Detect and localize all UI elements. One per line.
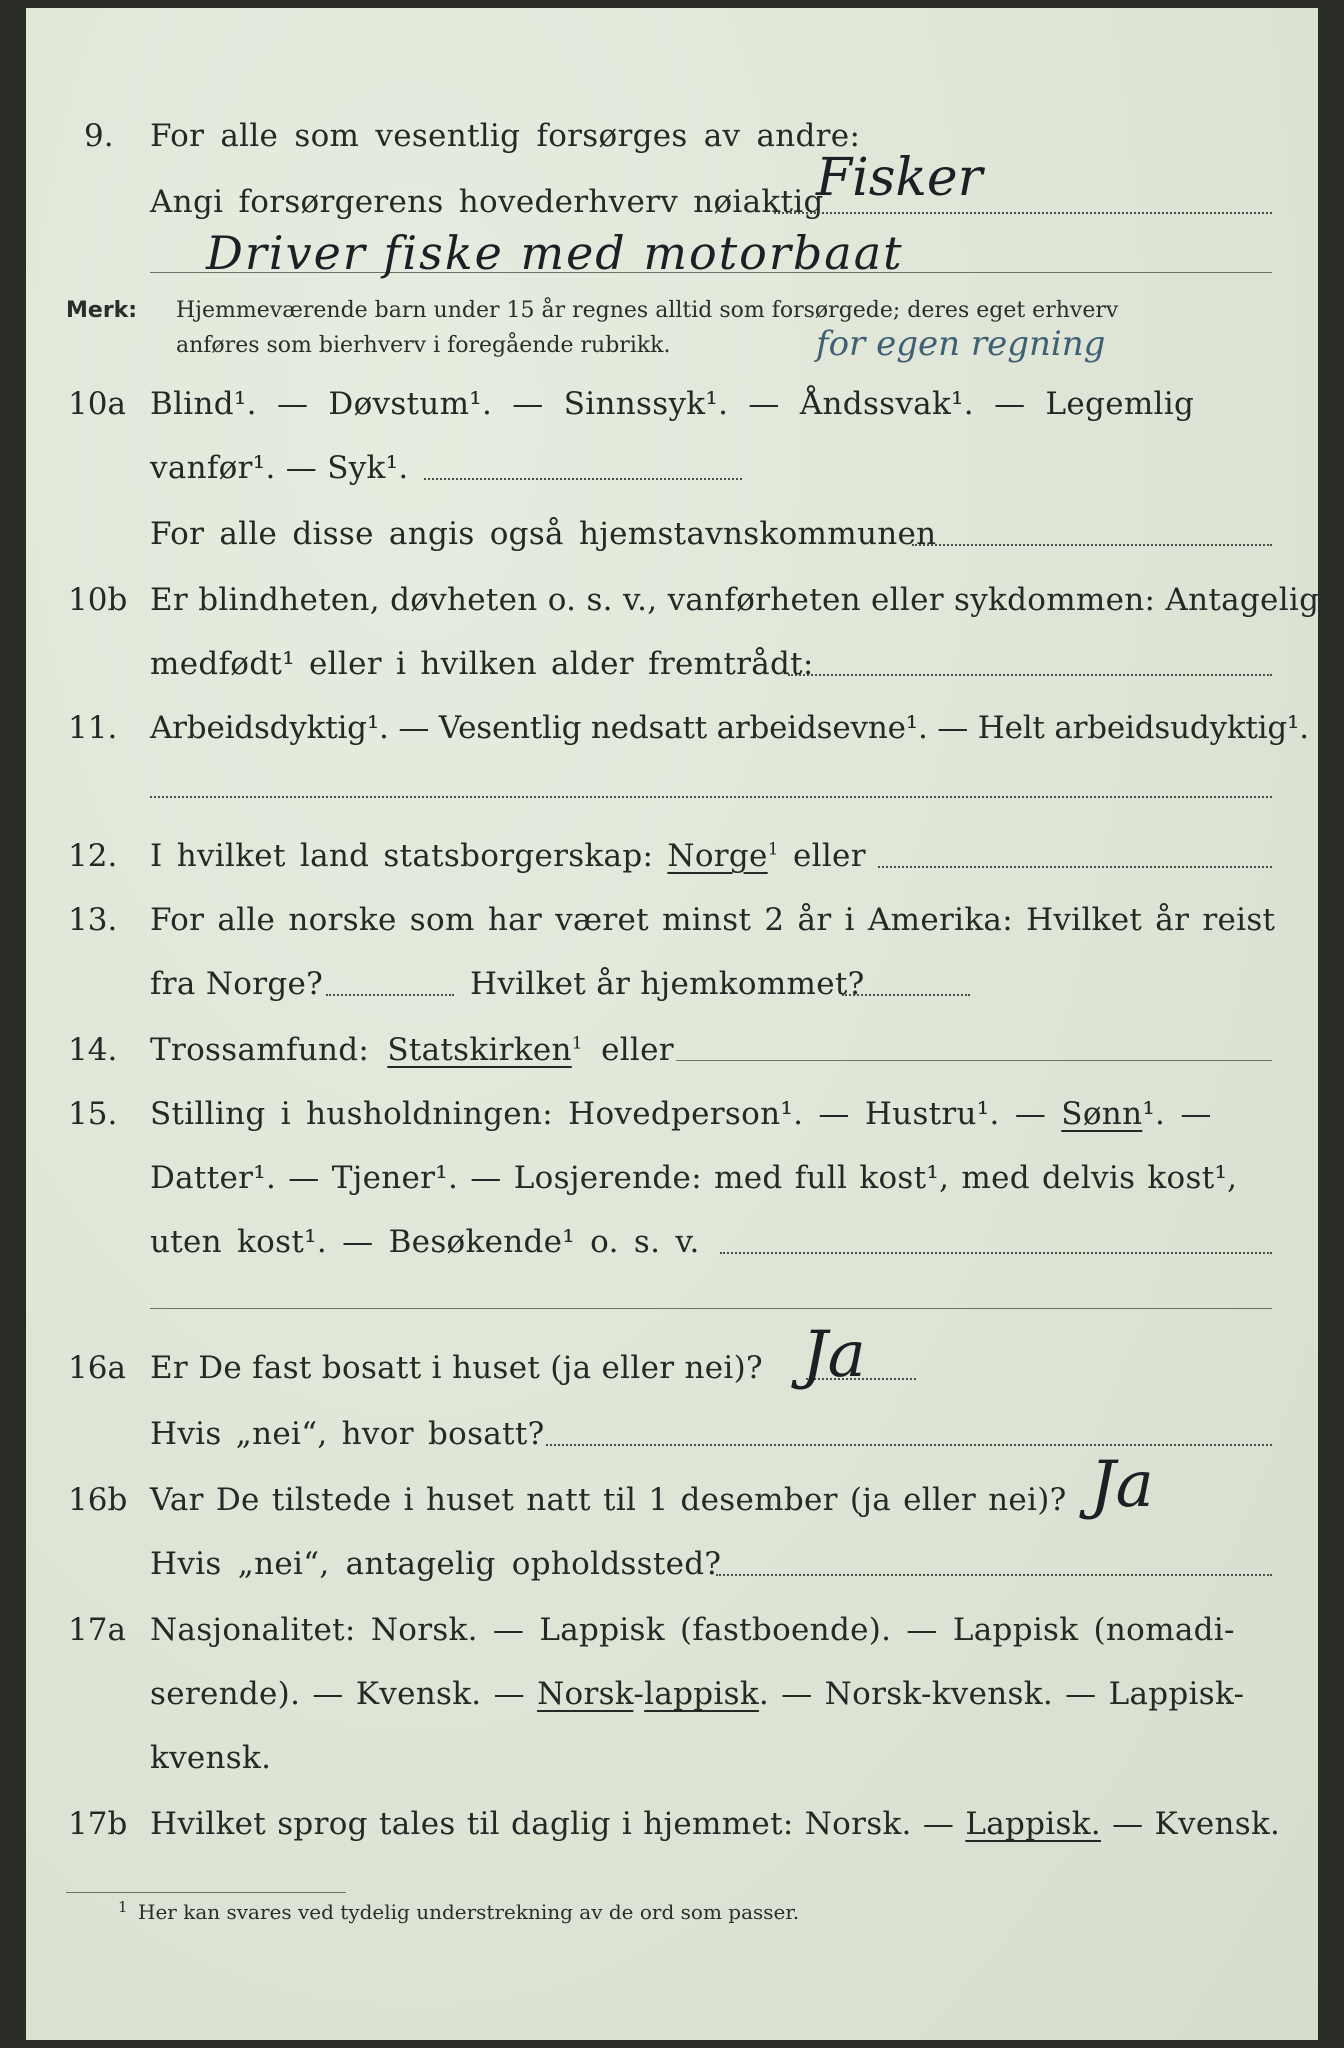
merk-line2: anføres som bierhverv i foregående rubrikk. [176,333,671,358]
q15-line1 [150,1096,1212,1132]
q15-line2: Datter¹. — Tjener¹. — Losjerende: med full kost¹, med delvis kost¹, [150,1160,1238,1196]
q11-number: 11. [68,710,118,746]
q17b-post: — Kvensk. [1112,1806,1281,1842]
q17a-underlined-norsk: Norsk [537,1676,634,1712]
q12-answer-line [878,866,1272,868]
q15-line3: uten kost¹. — Besøkende¹ o. s. v. [150,1224,700,1260]
q14-underlined-choice: Statskirken [387,1032,572,1068]
q16a-line2: Hvis „nei“, hvor bosatt? [150,1416,545,1452]
q17b-text: Hvilket sprog tales til daglig i hjemmet: Norsk. — [150,1806,955,1842]
q13-number: 13. [68,902,118,938]
q15-underlined-choice: Sønn [1061,1096,1143,1132]
q9-answer-line [774,212,1272,214]
q17b-line [150,1806,1280,1842]
q14-number: 14. [68,1032,118,1068]
merk-handwritten-note: for egen regning [816,324,1106,364]
q15-line1-text: Stilling i husholdningen: Hovedperson¹. — Hustru¹. — [150,1096,1047,1132]
q9-handwritten-answer2: Driver fiske med motorbaat [206,226,904,280]
q14-post: eller [601,1032,674,1068]
q10a-hjemstavn-line [912,544,1272,546]
q10a-line1: Blind¹. — Døvstum¹. — Sinnssyk¹. — Åndssvak¹. — Legemlig [150,386,1195,422]
q17a-number: 17a [68,1612,126,1648]
q12-text: I hvilket land statsborgerskap: [150,838,654,874]
q9-line1: For alle som vesentlig forsørges av andre: [150,118,861,154]
q11-answer-line [150,796,1272,798]
q12-number: 12. [68,838,118,874]
q14-text: Trossamfund: [150,1032,370,1068]
q17b-underlined-choice: Lappisk. [965,1806,1101,1842]
q10a-line3: For alle disse angis også hjemstavnskommunen [150,516,937,552]
q12-post: eller [792,838,866,874]
footnote-rule [66,1892,346,1893]
q15-answer-line2 [150,1308,1272,1309]
q17a-line2-end: . — Norsk-kvensk. — Lappisk- [758,1676,1245,1712]
q9-line2: Angi forsørgerens hovederhverv nøiaktig [150,184,824,220]
q14-answer-line [676,1060,1272,1061]
q16b-opholdssted-line [716,1574,1272,1576]
q12-line: I hvilket land statsborgerskap: Norge$^1$ eller [150,838,866,874]
merk-line1: Hjemmeværende barn under 15 år regnes alltid som forsørgede; deres eget erhverv [176,298,1119,323]
q17a-underlined-lappisk: lappisk [644,1676,759,1712]
q16b-number: 16b [68,1482,128,1518]
q13-line1: For alle norske som har været minst 2 år i Amerika: Hvilket år reist [150,902,1276,938]
census-form-page [26,8,1318,2040]
q9-handwritten-answer1: Fisker [816,148,983,208]
q17b-number: 17b [68,1806,128,1842]
q16a-bosatt-line [546,1444,1272,1446]
q13-line2a: fra Norge? [150,966,324,1002]
q16a-handwritten-answer: Ja [802,1318,866,1392]
q13-hjemkommet-line [842,994,970,996]
q15-line1-end: ¹. — [1142,1096,1212,1132]
q17a-hyphen: - [633,1676,645,1712]
q13-line2b: Hvilket år hjemkommet? [470,966,865,1002]
q13-reist-line [326,994,454,996]
q12-underlined-choice: Norge [667,838,768,874]
q17a-line3: kvensk. [150,1740,272,1776]
q10a-line2: vanfør¹. — Syk¹. [150,450,409,486]
q10b-answer-line [788,674,1272,676]
q15-number: 15. [68,1096,118,1132]
q14-line: Trossamfund: Statskirken$^1$ eller [150,1032,674,1068]
q17a-line2-start: serende). — Kvensk. — [150,1676,525,1712]
q17a-line2 [150,1676,1244,1712]
q10b-number: 10b [68,582,128,618]
q15-answer-line [720,1252,1272,1254]
merk-label: Merk: [66,298,138,323]
q9-number: 9. [84,118,114,154]
q10b-line2: medfødt¹ eller i hvilken alder fremtrådt: [150,646,814,682]
q10a-number: 10a [68,386,126,422]
q16b-line2: Hvis „nei“, antagelig opholdssted? [150,1546,722,1582]
q16a-number: 16a [68,1350,126,1386]
q16a-line1: Er De fast bosatt i huset (ja eller nei)? [150,1350,763,1386]
q16b-line1: Var De tilstede i huset natt til 1 desember (ja eller nei)? [150,1482,1067,1518]
q10b-line1: Er blindheten, døvheten o. s. v., vanførheten eller sykdommen: Antagelig [150,582,1320,618]
q10a-answer-line [424,478,742,480]
footnote-mark: 1 [118,1898,128,1916]
footnote-text: Her kan svares ved tydelig understrekning av de ord som passer. [138,1900,800,1924]
q17a-line1: Nasjonalitet: Norsk. — Lappisk (fastboende). — Lappisk (nomadi- [150,1612,1235,1648]
q11-line1: Arbeidsdyktig¹. — Vesentlig nedsatt arbeidsevne¹. — Helt arbeidsudyktig¹. [150,710,1309,746]
q16b-handwritten-answer: Ja [1090,1448,1154,1522]
